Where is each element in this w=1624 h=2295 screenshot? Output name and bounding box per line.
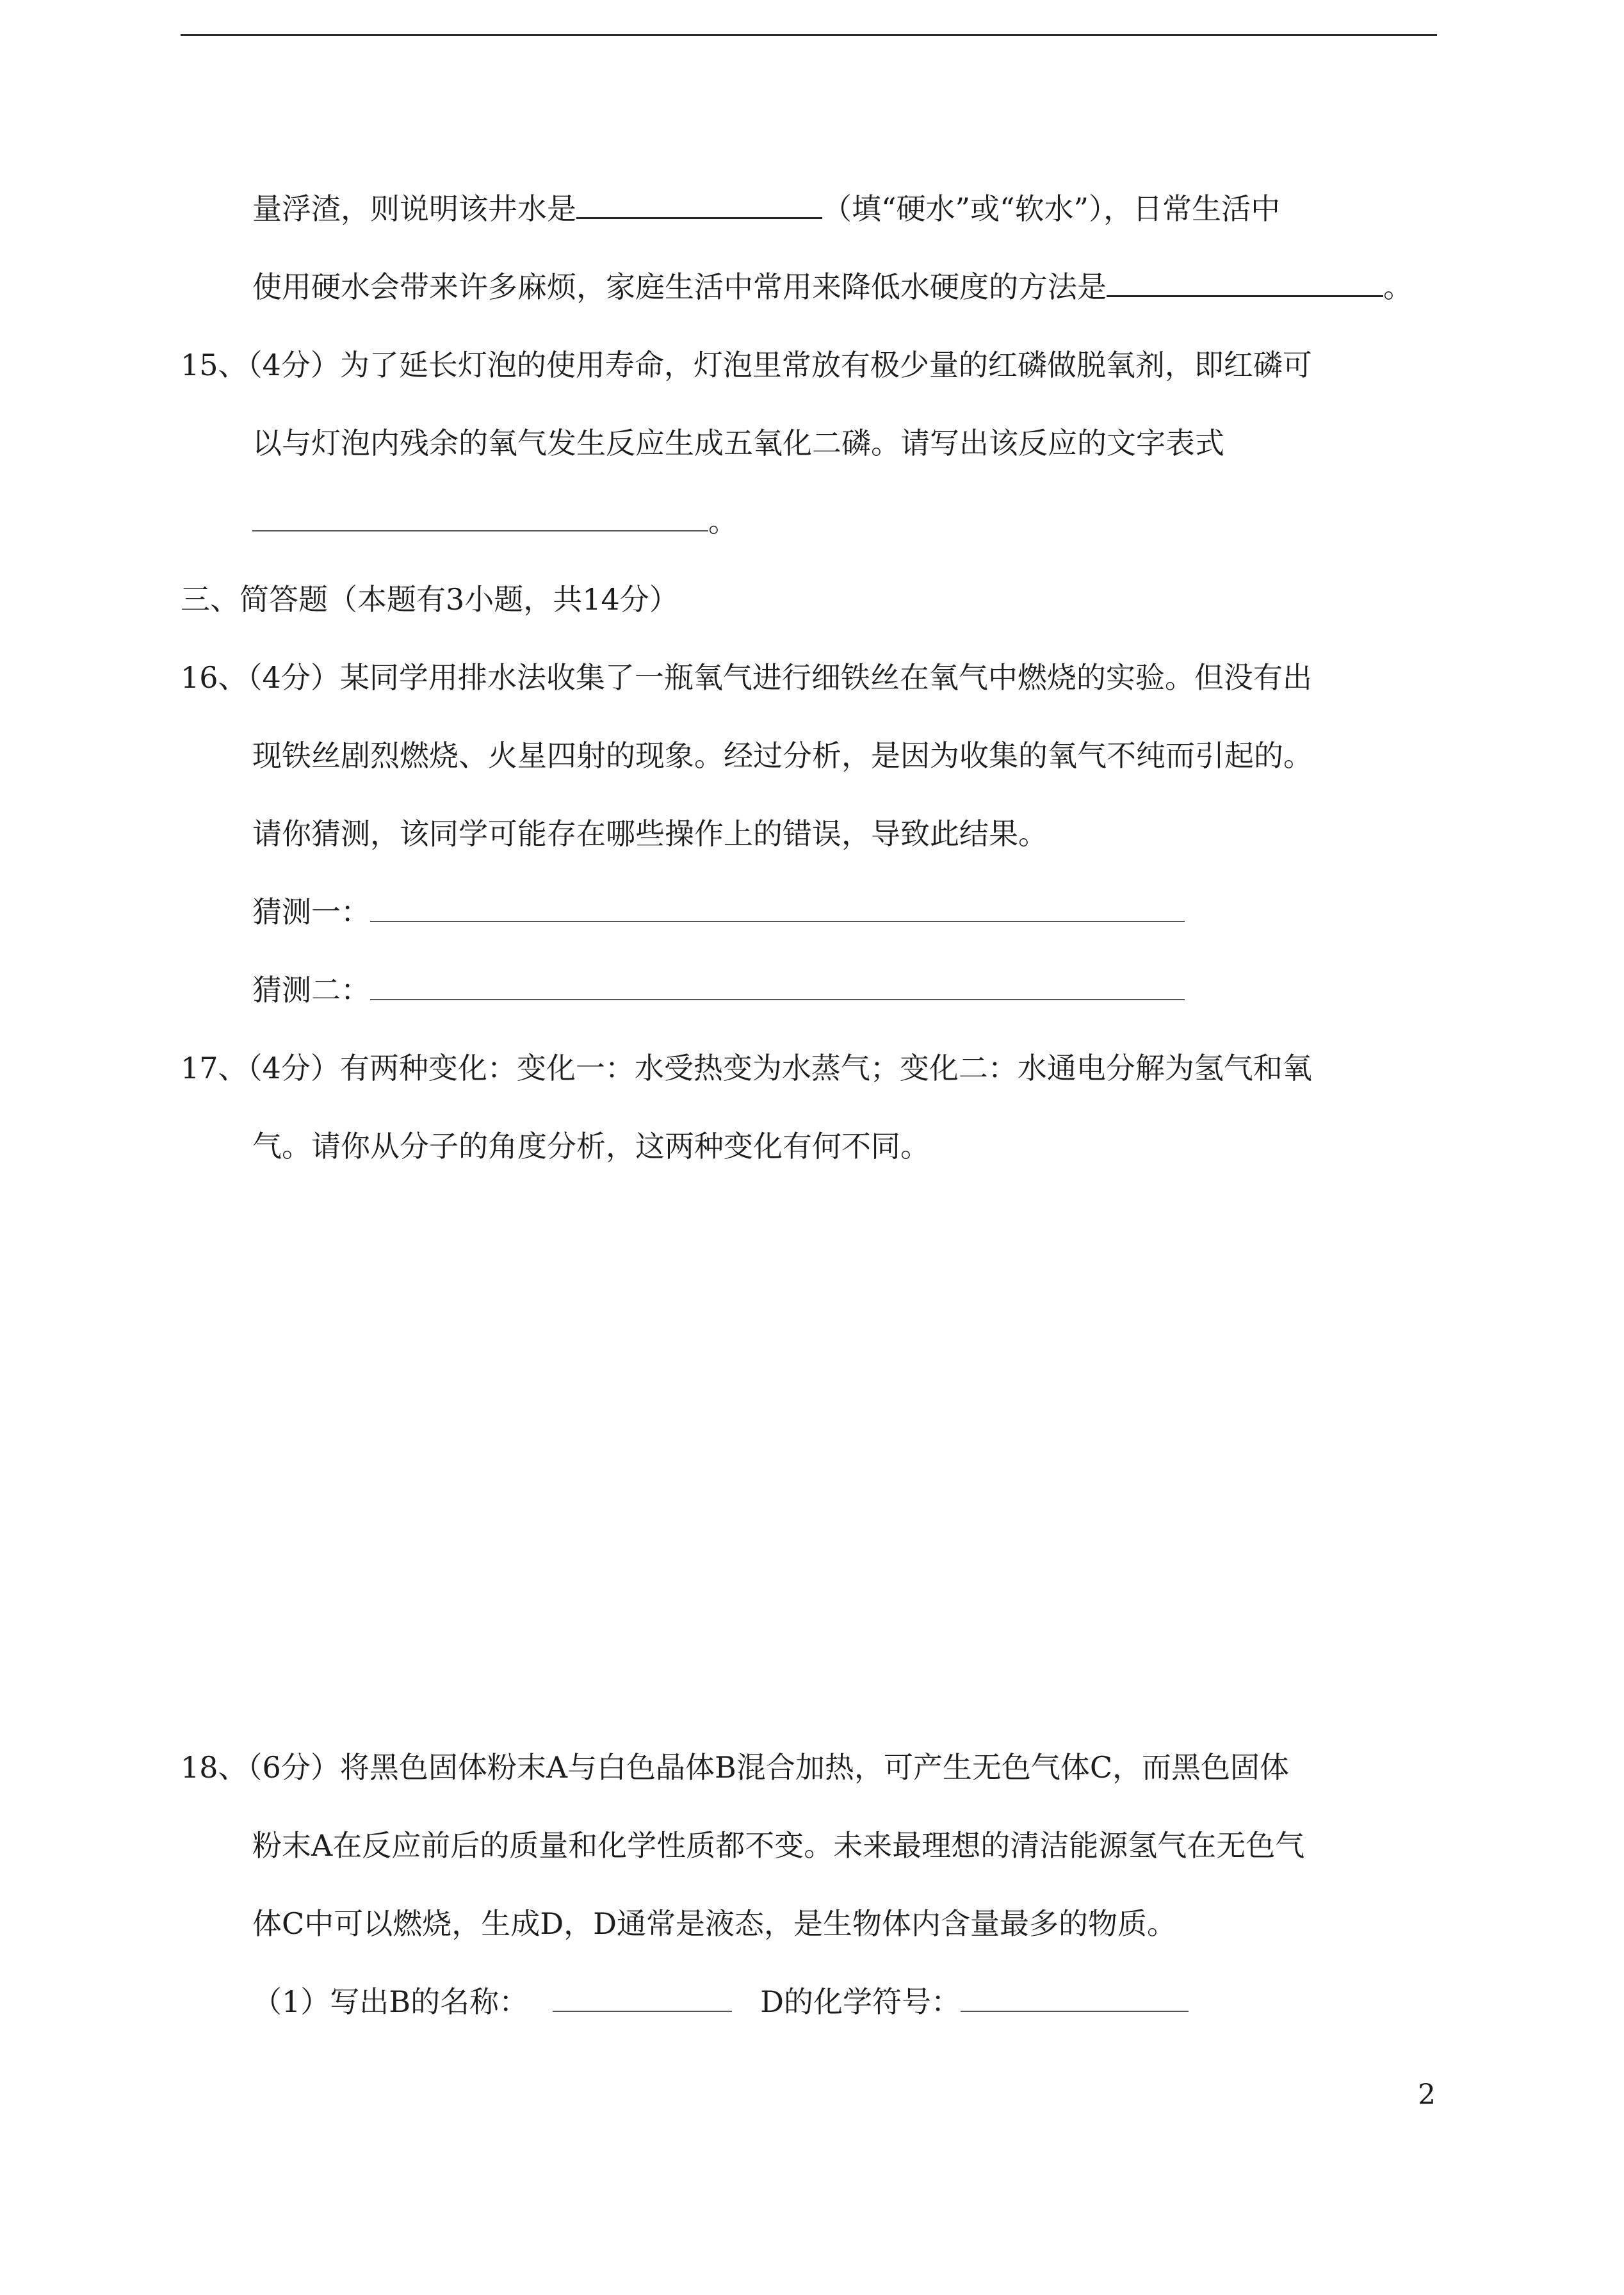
question-number: 16、 <box>181 660 248 695</box>
answer-blank-word-equation[interactable] <box>252 530 708 531</box>
answer-blank-b-name[interactable] <box>553 2010 732 2012</box>
answer-blank-guess-2[interactable] <box>370 998 1185 1000</box>
q15-line-3: 。 <box>252 502 738 540</box>
q16-guess-1: 猜测一： <box>252 893 1185 931</box>
q18-line-1: 18、（6分）将黑色固体粉末A与白色晶体B混合加热，可产生无色气体C，而黑色固体 <box>181 1750 1290 1785</box>
section-heading: 三、简答题（本题有3小题，共14分） <box>181 582 679 617</box>
q15-line-1: 15、（4分）为了延长灯泡的使用寿命，灯泡里常放有极少量的红磷做脱氧剂，即红磷可 <box>181 348 1312 382</box>
q18-line-2: 粉末A在反应前后的质量和化学性质都不变。未来最理想的清洁能源氢气在无色气 <box>252 1828 1305 1863</box>
q16-guess-2: 猜测二： <box>252 971 1185 1009</box>
q17-line-1: 17、（4分）有两种变化：变化一：水受热变为水蒸气；变化二：水通电分解为氢气和氧 <box>181 1051 1312 1085</box>
q17-answer-area[interactable] <box>252 1178 1437 1729</box>
answer-blank-d-symbol[interactable] <box>961 2010 1189 2012</box>
page-number: 2 <box>1418 2079 1436 2111</box>
answer-blank-water-type[interactable] <box>576 216 822 219</box>
question-number: 15、 <box>181 348 248 382</box>
answer-blank-softening-method[interactable] <box>1107 295 1383 297</box>
header-rule <box>181 34 1437 36</box>
q16-line-1: 16、（4分）某同学用排水法收集了一瓶氧气进行细铁丝在氧气中燃烧的实验。但没有出 <box>181 660 1312 695</box>
q18-sub-1: （1）写出B的名称： D的化学符号： <box>252 1983 1189 2021</box>
answer-blank-guess-1[interactable] <box>370 920 1185 922</box>
q16-line-2: 现铁丝剧烈燃烧、火星四射的现象。经过分析，是因为收集的氧气不纯而引起的。 <box>252 738 1313 773</box>
q15-line-2: 以与灯泡内残余的氧气发生反应生成五氧化二磷。请写出该反应的文字表式 <box>252 426 1224 460</box>
q17-line-2: 气。请你从分子的角度分析，这两种变化有何不同。 <box>252 1129 930 1164</box>
q14-line-1: 量浮渣，则说明该井水是 （填“硬水”或“软水”），日常生活中 <box>252 191 1281 226</box>
question-number: 17、 <box>181 1051 248 1085</box>
q16-line-3: 请你猜测，该同学可能存在哪些操作上的错误，导致此结果。 <box>252 816 1048 851</box>
question-number: 18、 <box>181 1750 248 1785</box>
q18-line-3: 体C中可以燃烧，生成D，D通常是液态，是生物体内含量最多的物质。 <box>252 1906 1176 1941</box>
q14-line-2: 使用硬水会带来许多麻烦，家庭生活中常用来降低水硬度的方法是 。 <box>252 270 1413 304</box>
